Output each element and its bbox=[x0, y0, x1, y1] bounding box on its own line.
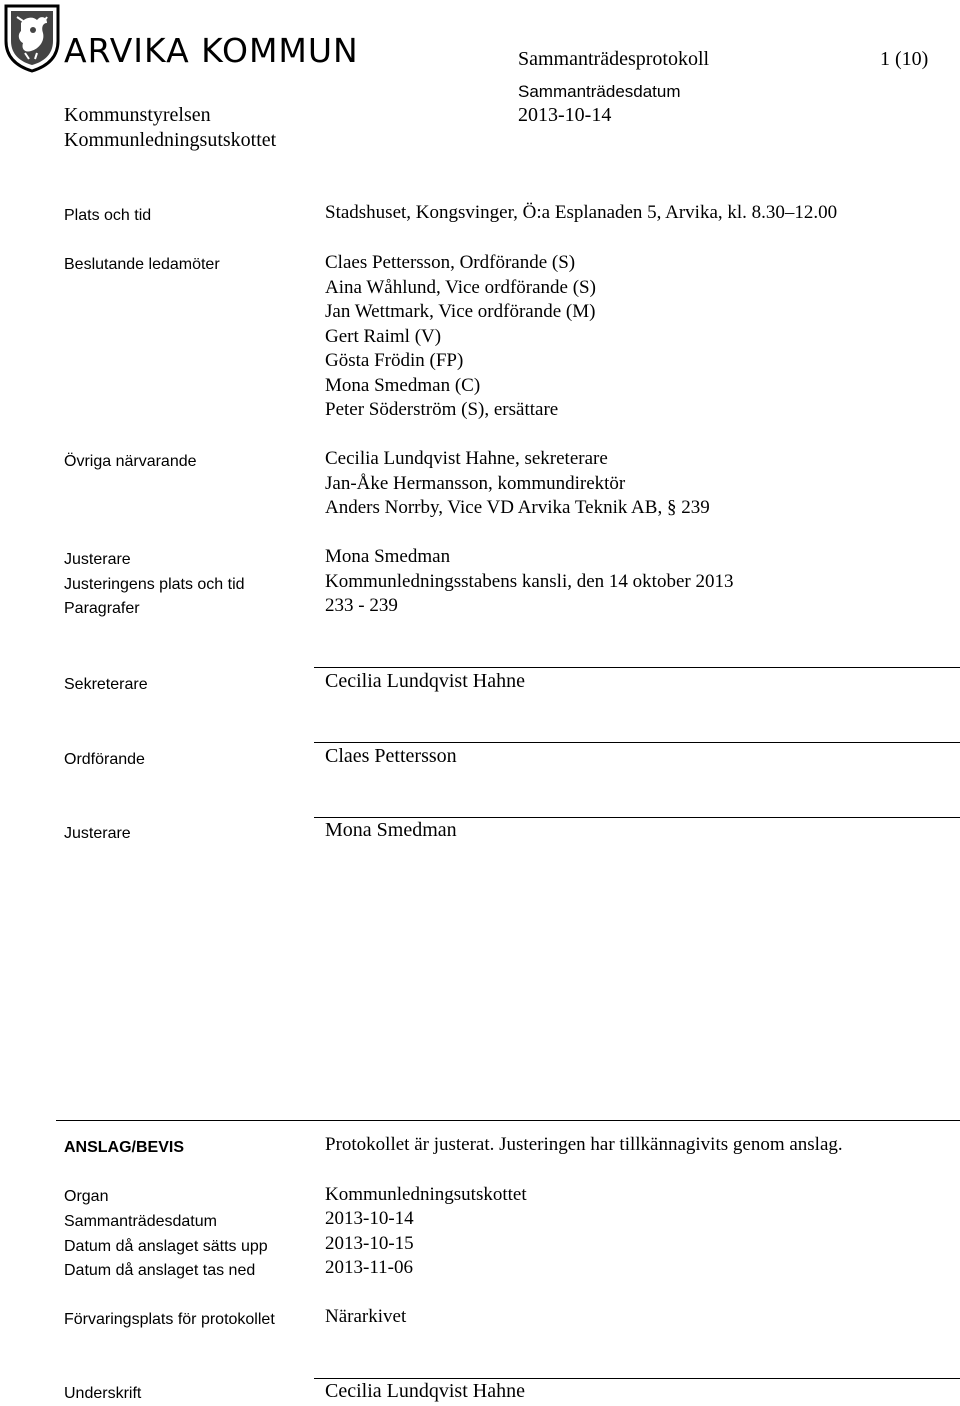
other-attendee: Anders Norrby, Vice VD Arvika Teknik AB, § 239 bbox=[325, 497, 710, 518]
signature-name: Cecilia Lundqvist Hahne bbox=[325, 1380, 525, 1402]
members-label: Beslutande ledamöter bbox=[64, 256, 220, 273]
signature-role: Sekreterare bbox=[64, 676, 148, 693]
adjuster-label: Justerare bbox=[64, 551, 131, 568]
org-committee: Kommunledningsutskottet bbox=[64, 129, 277, 151]
member-item: Gert Raiml (V) bbox=[325, 325, 442, 347]
notice-statement: Protokollet är justerat. Justeringen har tillkännagivits genom anslag. bbox=[325, 1134, 843, 1155]
storage-label: Förvaringsplats för protokollet bbox=[64, 1311, 275, 1328]
signature-name: Claes Pettersson bbox=[325, 745, 457, 767]
member-item: Aina Wåhlund, Vice ordförande (S) bbox=[325, 276, 596, 298]
signature-line bbox=[314, 742, 960, 743]
removed-label: Datum då anslaget tas ned bbox=[64, 1262, 256, 1279]
signature-label: Underskrift bbox=[64, 1385, 142, 1402]
member-item: Claes Pettersson, Ordförande (S) bbox=[325, 252, 576, 273]
other-attendee: Cecilia Lundqvist Hahne, sekreterare bbox=[325, 448, 608, 469]
posted-value: 2013-10-15 bbox=[325, 1233, 414, 1254]
organ-value: Kommunledningsutskottet bbox=[325, 1184, 527, 1205]
notice-date-value: 2013-10-14 bbox=[325, 1208, 414, 1229]
meeting-date-value: 2013-10-14 bbox=[518, 104, 612, 126]
signature-line bbox=[314, 667, 960, 668]
place-value: Stadshuset, Kongsvinger, Ö:a Esplanaden 5, Arvika, kl. 8.30–12.00 bbox=[325, 202, 838, 223]
coat-of-arms-icon bbox=[3, 3, 61, 73]
member-item: Gösta Frödin (FP) bbox=[325, 350, 464, 371]
others-label: Övriga närvarande bbox=[64, 453, 197, 470]
signature-line bbox=[314, 1378, 960, 1379]
notice-date-label: Sammanträdesdatum bbox=[64, 1213, 217, 1230]
signature-name: Cecilia Lundqvist Hahne bbox=[325, 670, 525, 692]
paragraphs-value: 233 - 239 bbox=[325, 595, 398, 616]
other-attendee: Jan-Åke Hermansson, kommundirektör bbox=[325, 472, 626, 494]
member-item: Peter Söderström (S), ersättare bbox=[325, 399, 559, 420]
document-type: Sammanträdesprotokoll bbox=[518, 48, 710, 70]
page-number: 1 (10) bbox=[880, 48, 929, 70]
org-name: Kommunstyrelsen bbox=[64, 104, 211, 126]
member-item: Jan Wettmark, Vice ordförande (M) bbox=[325, 301, 596, 322]
others-list bbox=[325, 447, 710, 521]
paragraphs-label: Paragrafer bbox=[64, 600, 140, 617]
removed-value: 2013-11-06 bbox=[325, 1257, 413, 1278]
notice-divider bbox=[56, 1120, 960, 1121]
meeting-date-label: Sammanträdesdatum bbox=[518, 82, 681, 101]
signature-line bbox=[314, 817, 960, 818]
place-label: Plats och tid bbox=[64, 207, 152, 224]
posted-label: Datum då anslaget sätts upp bbox=[64, 1238, 268, 1255]
adjust-place-label: Justeringens plats och tid bbox=[64, 576, 245, 593]
notice-title: ANSLAG/BEVIS bbox=[64, 1139, 185, 1156]
member-item: Mona Smedman (C) bbox=[325, 374, 481, 396]
adjust-place-value: Kommunledningsstabens kansli, den 14 oktober 2013 bbox=[325, 571, 734, 592]
members-list bbox=[325, 251, 596, 423]
organ-label: Organ bbox=[64, 1188, 109, 1205]
signature-role: Ordförande bbox=[64, 751, 145, 768]
adjuster-value: Mona Smedman bbox=[325, 546, 451, 567]
logo-wordmark: ARVIKA KOMMUN bbox=[64, 31, 359, 70]
signature-role: Justerare bbox=[64, 825, 131, 842]
storage-value: Närarkivet bbox=[325, 1306, 407, 1327]
signature-name: Mona Smedman bbox=[325, 819, 457, 841]
